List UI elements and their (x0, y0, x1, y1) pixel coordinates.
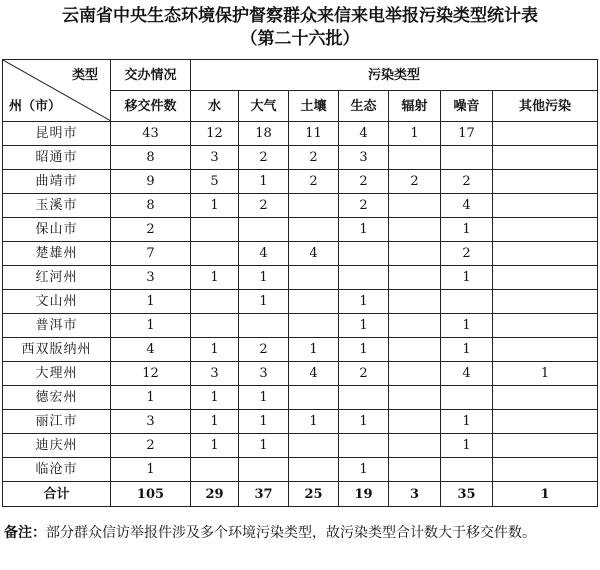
table-row (3, 146, 598, 170)
category-value-cell: 3 (191, 362, 239, 386)
transferred-count-cell: 12 (111, 362, 191, 386)
category-value-cell (389, 242, 441, 266)
category-value-cell: 3 (339, 146, 389, 170)
category-value-cell (239, 314, 289, 338)
transferred-count-cell: 8 (111, 146, 191, 170)
category-value-cell: 2 (339, 362, 389, 386)
category-value-cell (389, 290, 441, 314)
category-value-cell (289, 314, 339, 338)
category-value-cell: 1 (191, 434, 239, 458)
table-title: 云南省中央生态环境保护督察群众来信来电举报污染类型统计表 (62, 6, 538, 26)
table-row (3, 362, 598, 386)
category-value-cell: 4 (289, 242, 339, 266)
category-value-cell: 1 (239, 386, 289, 410)
category-value-cell: 2 (289, 170, 339, 194)
statistics-table (2, 59, 598, 507)
handover-group-header: 交办情况 (111, 60, 191, 91)
category-value-cell (339, 242, 389, 266)
region-cell: 迪庆州 (3, 434, 111, 458)
category-value-cell (389, 338, 441, 362)
category-value-cell: 11 (289, 122, 339, 146)
category-value-cell (493, 386, 598, 410)
category-header: 大气 (239, 91, 289, 122)
category-value-cell (441, 146, 493, 170)
transferred-count-cell: 3 (111, 266, 191, 290)
category-value-cell: 2 (441, 242, 493, 266)
category-value-cell (191, 458, 239, 482)
category-value-cell (493, 290, 598, 314)
transferred-count-cell: 43 (111, 122, 191, 146)
category-value-cell: 1 (239, 434, 289, 458)
region-cell: 德宏州 (3, 386, 111, 410)
category-value-cell (441, 458, 493, 482)
category-value-cell (289, 218, 339, 242)
prefecture-label: 州（市） (9, 99, 62, 114)
category-value-cell: 2 (289, 146, 339, 170)
table-row (3, 434, 598, 458)
category-value-cell: 2 (389, 170, 441, 194)
category-value-cell: 1 (339, 410, 389, 434)
region-cell: 昆明市 (3, 122, 111, 146)
region-cell: 红河州 (3, 266, 111, 290)
table-subtitle: （第二十六批） (240, 29, 360, 49)
category-value-cell: 18 (239, 122, 289, 146)
note-label: 备注： (4, 525, 46, 541)
table-row (3, 218, 598, 242)
transferred-count-cell: 3 (111, 410, 191, 434)
table-row (3, 122, 598, 146)
transferred-count-cell: 9 (111, 170, 191, 194)
category-value-cell (191, 290, 239, 314)
category-value-cell: 1 (441, 434, 493, 458)
totals-value: 35 (441, 482, 493, 507)
category-value-cell: 1 (493, 362, 598, 386)
category-value-cell: 2 (239, 194, 289, 218)
category-value-cell: 2 (441, 170, 493, 194)
table-row (3, 386, 598, 410)
category-value-cell (389, 434, 441, 458)
totals-value: 19 (339, 482, 389, 507)
category-value-cell (493, 146, 598, 170)
category-value-cell (239, 458, 289, 482)
category-value-cell (389, 386, 441, 410)
transferred-count-cell: 1 (111, 458, 191, 482)
diagonal-header-cell (3, 60, 111, 122)
category-value-cell (289, 290, 339, 314)
transferred-count-cell: 4 (111, 338, 191, 362)
category-value-cell: 1 (339, 338, 389, 362)
type-label: 类型 (71, 68, 98, 83)
note-text: 部分群众信访举报件涉及多个环境污染类型，故污染类型合计数大于移交件数。 (46, 525, 536, 541)
transferred-count-cell: 8 (111, 194, 191, 218)
note (4, 522, 596, 544)
region-cell: 曲靖市 (3, 170, 111, 194)
region-cell: 丽江市 (3, 410, 111, 434)
region-cell: 昭通市 (3, 146, 111, 170)
category-value-cell: 3 (191, 146, 239, 170)
region-cell: 文山州 (3, 290, 111, 314)
category-value-cell (389, 218, 441, 242)
table-row (3, 338, 598, 362)
category-value-cell (289, 266, 339, 290)
category-header: 水 (191, 91, 239, 122)
category-value-cell: 1 (441, 338, 493, 362)
category-value-cell: 1 (339, 218, 389, 242)
table-row (3, 170, 598, 194)
category-value-cell (339, 434, 389, 458)
category-value-cell: 1 (441, 410, 493, 434)
category-value-cell: 4 (239, 242, 289, 266)
category-value-cell: 1 (191, 386, 239, 410)
category-value-cell (339, 386, 389, 410)
category-value-cell (493, 170, 598, 194)
category-value-cell (493, 338, 598, 362)
region-cell: 临沧市 (3, 458, 111, 482)
table-row (3, 290, 598, 314)
totals-count: 105 (111, 482, 191, 507)
category-value-cell: 2 (339, 170, 389, 194)
category-value-cell: 1 (239, 290, 289, 314)
category-value-cell (493, 218, 598, 242)
category-header: 土壤 (289, 91, 339, 122)
category-value-cell (389, 194, 441, 218)
category-value-cell: 1 (289, 338, 339, 362)
region-cell: 普洱市 (3, 314, 111, 338)
category-value-cell: 1 (191, 338, 239, 362)
category-value-cell: 1 (239, 266, 289, 290)
category-value-cell: 1 (339, 314, 389, 338)
table-row (3, 194, 598, 218)
category-value-cell: 1 (191, 410, 239, 434)
category-value-cell: 2 (239, 146, 289, 170)
region-cell: 玉溪市 (3, 194, 111, 218)
category-value-cell: 2 (339, 194, 389, 218)
category-value-cell: 2 (239, 338, 289, 362)
category-value-cell (493, 410, 598, 434)
category-value-cell: 4 (441, 194, 493, 218)
category-value-cell: 1 (239, 410, 289, 434)
totals-value: 3 (389, 482, 441, 507)
totals-label: 合计 (3, 482, 111, 507)
table-row (3, 458, 598, 482)
region-cell: 西双版纳州 (3, 338, 111, 362)
totals-value: 37 (239, 482, 289, 507)
category-value-cell: 1 (441, 266, 493, 290)
category-value-cell (493, 266, 598, 290)
category-value-cell (389, 266, 441, 290)
category-value-cell: 12 (191, 122, 239, 146)
category-value-cell: 1 (339, 290, 389, 314)
data-rows (3, 122, 598, 482)
category-value-cell (441, 290, 493, 314)
totals-value: 1 (493, 482, 598, 507)
category-value-cell (389, 362, 441, 386)
category-value-cell: 1 (191, 194, 239, 218)
transferred-count-header: 移交件数 (111, 91, 191, 122)
category-value-cell: 4 (441, 362, 493, 386)
category-value-cell (289, 194, 339, 218)
category-value-cell (493, 434, 598, 458)
category-value-cell: 1 (191, 266, 239, 290)
category-value-cell: 1 (289, 410, 339, 434)
transferred-count-cell: 2 (111, 434, 191, 458)
category-header: 生态 (339, 91, 389, 122)
category-value-cell: 3 (239, 362, 289, 386)
category-value-cell: 4 (289, 362, 339, 386)
transferred-count-cell: 1 (111, 290, 191, 314)
totals-row (3, 482, 598, 507)
category-header: 其他污染 (493, 91, 598, 122)
transferred-count-cell: 2 (111, 218, 191, 242)
transferred-count-cell: 1 (111, 386, 191, 410)
category-value-cell (191, 218, 239, 242)
table-row (3, 410, 598, 434)
totals-value: 29 (191, 482, 239, 507)
category-header: 辐射 (389, 91, 441, 122)
transferred-count-cell: 7 (111, 242, 191, 266)
category-value-cell (389, 146, 441, 170)
table-row (3, 314, 598, 338)
region-cell: 保山市 (3, 218, 111, 242)
category-value-cell (289, 434, 339, 458)
pollution-group-header: 污染类型 (191, 60, 598, 91)
category-value-cell (389, 410, 441, 434)
transferred-count-cell: 1 (111, 314, 191, 338)
category-value-cell (289, 458, 339, 482)
table-row (3, 266, 598, 290)
category-header: 噪音 (441, 91, 493, 122)
category-value-cell (191, 314, 239, 338)
category-value-cell (493, 458, 598, 482)
region-cell: 楚雄州 (3, 242, 111, 266)
category-value-cell: 1 (389, 122, 441, 146)
region-cell: 大理州 (3, 362, 111, 386)
totals-value: 25 (289, 482, 339, 507)
category-value-cell (339, 266, 389, 290)
header-row-1 (3, 60, 598, 91)
table-row (3, 242, 598, 266)
category-value-cell: 1 (441, 314, 493, 338)
category-value-cell: 1 (441, 218, 493, 242)
category-value-cell (493, 122, 598, 146)
category-value-cell: 5 (191, 170, 239, 194)
category-value-cell (191, 242, 239, 266)
category-value-cell (289, 386, 339, 410)
category-value-cell (493, 242, 598, 266)
category-value-cell (493, 194, 598, 218)
category-value-cell: 1 (239, 170, 289, 194)
category-value-cell (389, 314, 441, 338)
category-value-cell (389, 458, 441, 482)
category-value-cell (239, 218, 289, 242)
category-value-cell: 1 (339, 458, 389, 482)
category-value-cell (493, 314, 598, 338)
category-value-cell (441, 386, 493, 410)
category-value-cell: 17 (441, 122, 493, 146)
category-value-cell: 4 (339, 122, 389, 146)
